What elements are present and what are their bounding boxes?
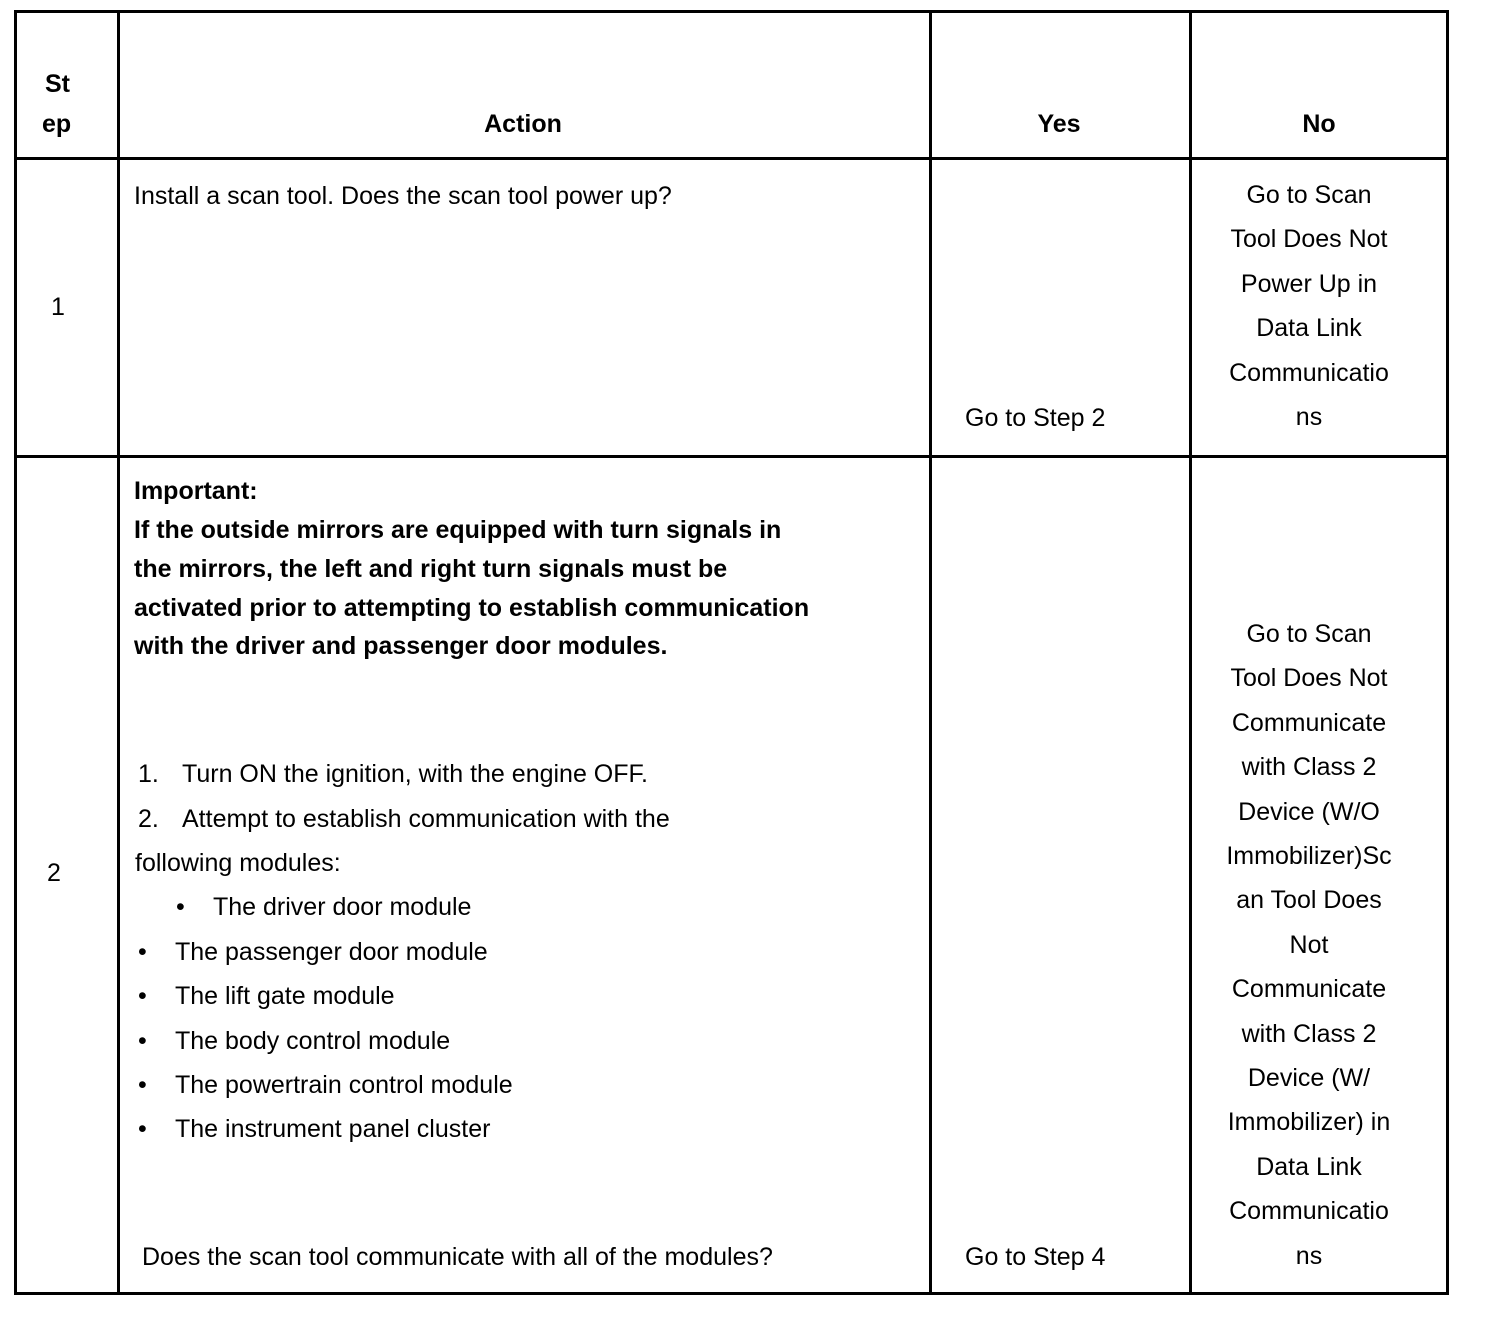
row1-no-line: Power Up in — [1240, 269, 1378, 298]
bullet-marker: • — [138, 938, 147, 966]
row1-no-line: ns — [1295, 403, 1323, 432]
numbered-index: 2. — [138, 805, 159, 833]
row2-question: Does the scan tool communicate with all of the modules? — [142, 1243, 773, 1271]
header-no: No — [1302, 110, 1336, 138]
row2-no-line: Device (W/ — [1247, 1064, 1371, 1093]
row2-no-line: an Tool Does — [1236, 886, 1382, 915]
important-line: the mirrors, the left and right turn signals must be — [134, 555, 728, 583]
row1-no-line: Communicatio — [1229, 358, 1389, 387]
row2-no-line: Communicate — [1231, 975, 1387, 1004]
bullet-marker: • — [176, 893, 185, 921]
row2-no-line: Immobilizer)Sc — [1226, 842, 1392, 871]
bullet-item: The lift gate module — [175, 982, 395, 1010]
row1-no-line: Go to Scan — [1246, 181, 1372, 209]
header-action: Action — [484, 110, 562, 138]
row2-no — [1189, 612, 1429, 1278]
row2-no-line: with Class 2 — [1241, 1019, 1377, 1048]
column-divider — [117, 13, 120, 1292]
column-divider — [929, 13, 932, 1292]
row2-no-line: Device (W/O — [1238, 797, 1380, 826]
row2-no-line: ns — [1295, 1241, 1323, 1270]
row1-step: 1 — [51, 293, 65, 321]
numbered-step: Turn ON the ignition, with the engine OFF. — [182, 760, 648, 788]
row-divider — [17, 455, 1446, 458]
bullet-marker: • — [138, 1071, 147, 1099]
row2-no-line: Communicate — [1231, 708, 1387, 737]
header-step-line2: ep — [42, 110, 72, 138]
bullet-item: The body control module — [175, 1027, 451, 1055]
row2-no-line: with Class 2 — [1241, 753, 1377, 782]
row2-no-line: Tool Does Not — [1230, 664, 1388, 693]
row1-no-line: Tool Does Not — [1230, 225, 1388, 254]
bullet-marker: • — [138, 982, 147, 1010]
row1-no — [1189, 173, 1429, 439]
row2-no-line: Data Link — [1256, 1152, 1362, 1181]
bullet-item: The driver door module — [213, 893, 472, 921]
numbered-step: Attempt to establish communication with the — [182, 805, 670, 833]
row1-action: Install a scan tool. Does the scan tool power up? — [134, 182, 672, 210]
row2-no-line: Communicatio — [1229, 1197, 1389, 1226]
important-line: with the driver and passenger door modules. — [134, 632, 668, 660]
bullet-marker: • — [138, 1115, 147, 1143]
bullet-item: The powertrain control module — [175, 1071, 513, 1099]
numbered-index: 1. — [138, 760, 159, 788]
row2-step: 2 — [47, 859, 61, 887]
row-divider — [17, 157, 1446, 160]
bullet-marker: • — [138, 1027, 147, 1055]
row2-yes: Go to Step 4 — [965, 1243, 1106, 1271]
row2-no-line: Go to Scan — [1246, 620, 1372, 648]
important-label: Important: — [134, 477, 258, 505]
bullet-item: The instrument panel cluster — [175, 1115, 491, 1143]
numbered-continuation: following modules: — [135, 849, 341, 877]
row1-yes: Go to Step 2 — [965, 404, 1106, 432]
important-line: activated prior to attempting to establish communication — [134, 594, 810, 622]
row1-no-line: Data Link — [1256, 314, 1362, 343]
row2-no-line: Not — [1289, 930, 1329, 959]
header-step-line1: St — [45, 70, 70, 98]
bullet-item: The passenger door module — [175, 938, 488, 966]
important-line: If the outside mirrors are equipped with turn signals in — [134, 516, 782, 544]
header-yes: Yes — [1037, 110, 1081, 138]
row2-no-line: Immobilizer) in — [1227, 1108, 1391, 1137]
